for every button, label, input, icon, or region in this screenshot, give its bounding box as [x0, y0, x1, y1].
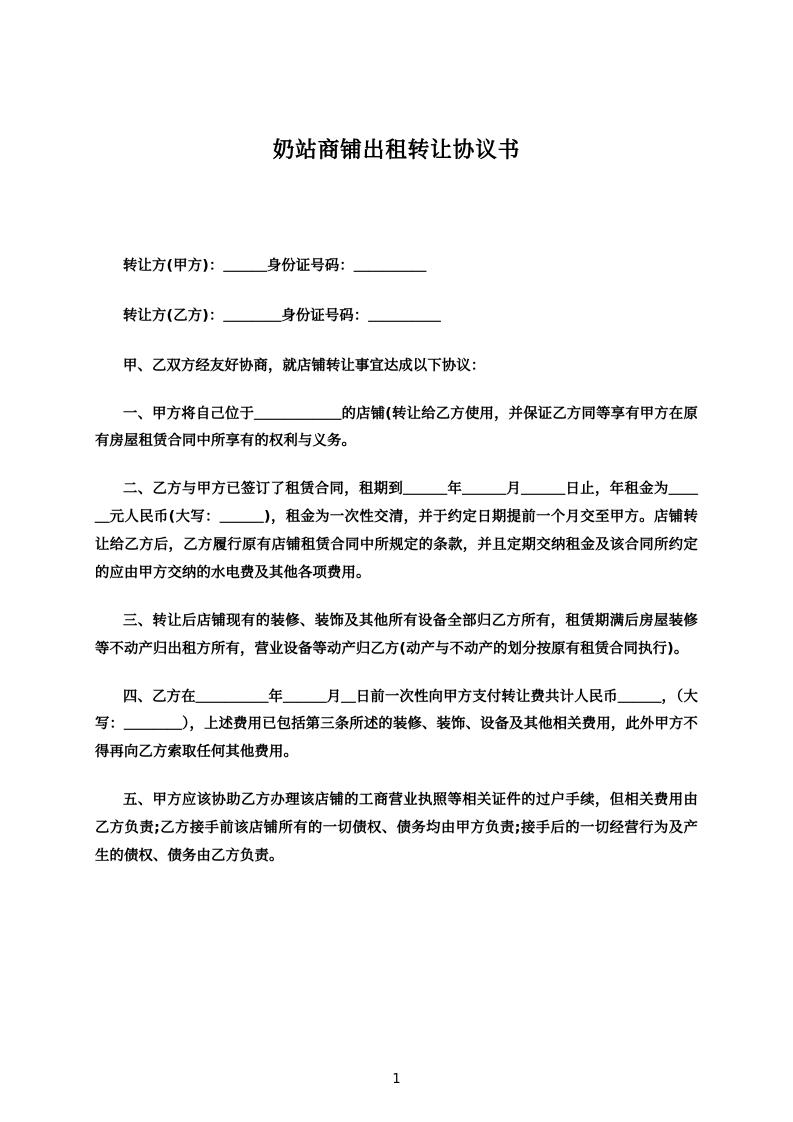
page-number: 1: [392, 1072, 401, 1087]
paragraph-clause-1: 一、甲方将自己位于＿＿＿＿＿＿的店铺(转让给乙方使用，并保证乙方同等享有甲方在原有房屋租赁合同中所享有的权利与义务。: [95, 405, 698, 450]
paragraph-party-b: 转让方(乙方)：＿＿＿＿身份证号码：＿＿＿＿＿: [123, 307, 441, 324]
paragraph-clause-3: 三、转让后店铺现有的装修、装饰及其他所有设备全部归乙方所有，租赁期满后房屋装修等不动产归出租方所有，营业设备等动产归乙方(动产与不动产的划分按原有租赁合同执行)。: [95, 612, 698, 657]
paragraph-clause-2: 二、乙方与甲方已签订了租赁合同，租期到＿＿＿年＿＿＿月＿＿＿日止，年租金为＿＿＿元人民币(大写：＿＿＿)，租金为一次性交清，并于约定日期提前一个月交至甲方。店铺转让给乙方后，乙方履行原有店铺租赁合同中所规定的条款，并且定期交纳租金及该合同所约定的应由甲方交纳的水电费及其他各项费用。: [95, 481, 698, 581]
document-body: [95, 253, 698, 871]
paragraph-clause-4: 四、乙方在＿＿＿＿＿年＿＿＿月＿日前一次性向甲方支付转让费共计人民币＿＿＿，（大写：＿＿＿＿），上述费用已包括第三条所述的装修、装饰、设备及其他相关费用，此外甲方不得再向乙方索取任何其他费用。: [95, 688, 698, 761]
paragraph-preamble: 甲、乙双方经友好协商，就店铺转让事宜达成以下协议：: [123, 357, 486, 374]
page-title: 奶站商铺出租转让协议书: [272, 138, 521, 163]
paragraph-party-a: 转让方(甲方)：＿＿＿身份证号码：＿＿＿＿＿: [123, 257, 427, 274]
paragraph-clause-5: 五、甲方应该协助乙方办理该店铺的工商营业执照等相关证件的过户手续，但相关费用由乙方负责;乙方接手前该店铺所有的一切债权、债务均由甲方负责;接手后的一切经营行为及产生的债权、债务由乙方负责。: [95, 792, 698, 864]
